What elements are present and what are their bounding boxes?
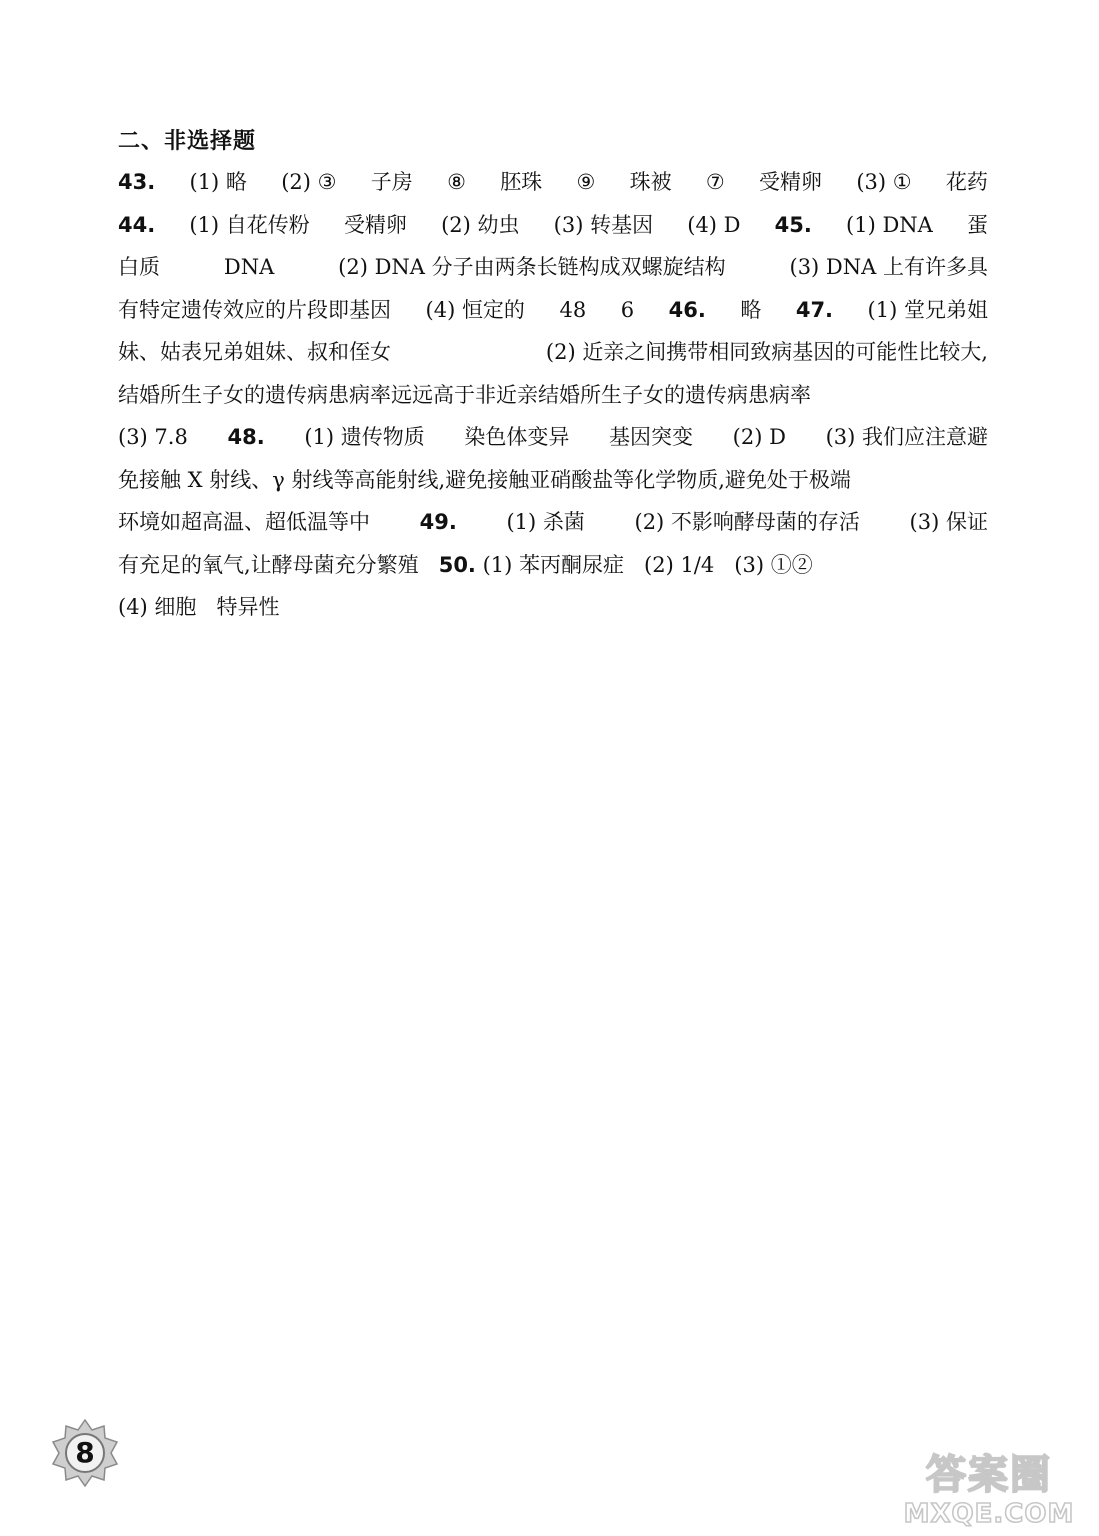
answer-text: 受精卵 bbox=[343, 212, 407, 237]
answer-text: 白质 bbox=[118, 255, 160, 279]
answer-text: (3) DNA 上有许多具 bbox=[789, 255, 988, 279]
answer-line bbox=[118, 251, 988, 294]
answer-text: (2) 近亲之间携带相同致病基因的可能性比较大, bbox=[545, 340, 988, 364]
answer-text: (1) DNA bbox=[846, 212, 933, 237]
answer-text: ⑦ bbox=[705, 170, 725, 194]
answer-line bbox=[118, 166, 988, 209]
answer-text: 染色体变异 bbox=[464, 425, 570, 449]
answer-text: DNA bbox=[223, 255, 275, 279]
answer-text: 有特定遗传效应的片段即基因 bbox=[118, 297, 391, 322]
answer-text: 妹、姑表兄弟姐妹、叔和侄女 bbox=[118, 340, 391, 364]
answer-text: ⑧ bbox=[447, 170, 466, 194]
answer-text: (1) 略 bbox=[189, 170, 247, 194]
answer-text: 6 bbox=[620, 297, 635, 322]
answer-text: (3) 我们应注意避 bbox=[825, 425, 988, 449]
watermark-logo bbox=[889, 1444, 1089, 1528]
answer-text: 略 bbox=[740, 297, 762, 322]
answer-text: 结婚所生子女的遗传病患病率远远高于非近亲结婚所生子女的遗传病患病率 bbox=[118, 382, 811, 407]
answer-text: (2) 不影响酵母菌的存活 bbox=[634, 510, 860, 534]
answer-text: (1) 自花传粉 bbox=[189, 212, 310, 237]
answer-text: (2) 幼虫 bbox=[441, 212, 520, 237]
answer-text: 环境如超高温、超低温等中 bbox=[118, 510, 370, 534]
answer-text: 免接触 X 射线、γ 射线等高能射线,避免接触亚硝酸盐等化学物质,避免处于极端 bbox=[118, 467, 851, 492]
answer-text: (1) 堂兄弟姐 bbox=[867, 297, 988, 322]
answer-line bbox=[118, 506, 988, 549]
question-number: 50. bbox=[438, 552, 476, 577]
answer-text: 胚珠 bbox=[500, 170, 543, 194]
answer-line bbox=[118, 549, 988, 592]
question-number: 48. bbox=[227, 425, 265, 449]
answer-text: (4) 细胞 特异性 bbox=[118, 595, 280, 619]
answer-text: (1) 苯丙酮尿症 (2) 1/4 (3) ①② bbox=[475, 552, 813, 577]
question-number: 47. bbox=[795, 297, 834, 322]
question-number: 49. bbox=[419, 510, 457, 534]
answer-block bbox=[118, 166, 988, 634]
page-number: 8 bbox=[75, 1436, 95, 1469]
answer-text: 受精卵 bbox=[759, 170, 823, 194]
section-title: 二、非选择题 bbox=[118, 129, 257, 154]
page-number-badge bbox=[50, 1418, 120, 1488]
answer-text: 蛋 bbox=[967, 212, 988, 237]
answer-line bbox=[118, 336, 988, 379]
answer-text: (2) D bbox=[732, 425, 786, 449]
answer-line bbox=[118, 209, 988, 252]
answer-text: 有充足的氧气,让酵母菌充分繁殖 bbox=[118, 552, 439, 577]
answer-line bbox=[118, 591, 988, 634]
answer-line bbox=[118, 464, 988, 507]
answer-text: 子房 bbox=[370, 170, 413, 194]
answer-text: (3) 保证 bbox=[909, 510, 988, 534]
question-number: 43. bbox=[118, 170, 156, 194]
answer-text: (3) 转基因 bbox=[553, 212, 654, 237]
svg-text:答案圈: 答案圈 bbox=[926, 1452, 1052, 1498]
answer-text: (1) 杀菌 bbox=[506, 510, 585, 534]
question-number: 45. bbox=[774, 212, 812, 237]
answer-text: 珠被 bbox=[629, 170, 672, 194]
answer-text: (3) ① bbox=[856, 170, 912, 194]
answer-line bbox=[118, 421, 988, 464]
answer-line bbox=[118, 294, 988, 337]
answer-text: (1) 遗传物质 bbox=[304, 425, 425, 449]
question-number: 46. bbox=[668, 297, 706, 322]
answer-text: (4) 恒定的 bbox=[425, 297, 525, 322]
answer-text: ⑨ bbox=[576, 170, 596, 194]
answer-text: (2) ③ bbox=[281, 170, 337, 194]
answer-text: 48 bbox=[559, 297, 587, 322]
answer-text: (4) D bbox=[687, 212, 741, 237]
answer-text: (2) DNA 分子由两条长链构成双螺旋结构 bbox=[338, 255, 726, 279]
answer-line bbox=[118, 379, 988, 422]
answer-text: 基因突变 bbox=[609, 425, 694, 449]
question-number: 44. bbox=[118, 212, 156, 237]
svg-text:MXQE.COM: MXQE.COM bbox=[903, 1499, 1075, 1528]
answer-text: (3) 7.8 bbox=[118, 425, 188, 449]
answer-text: 花药 bbox=[945, 170, 988, 194]
